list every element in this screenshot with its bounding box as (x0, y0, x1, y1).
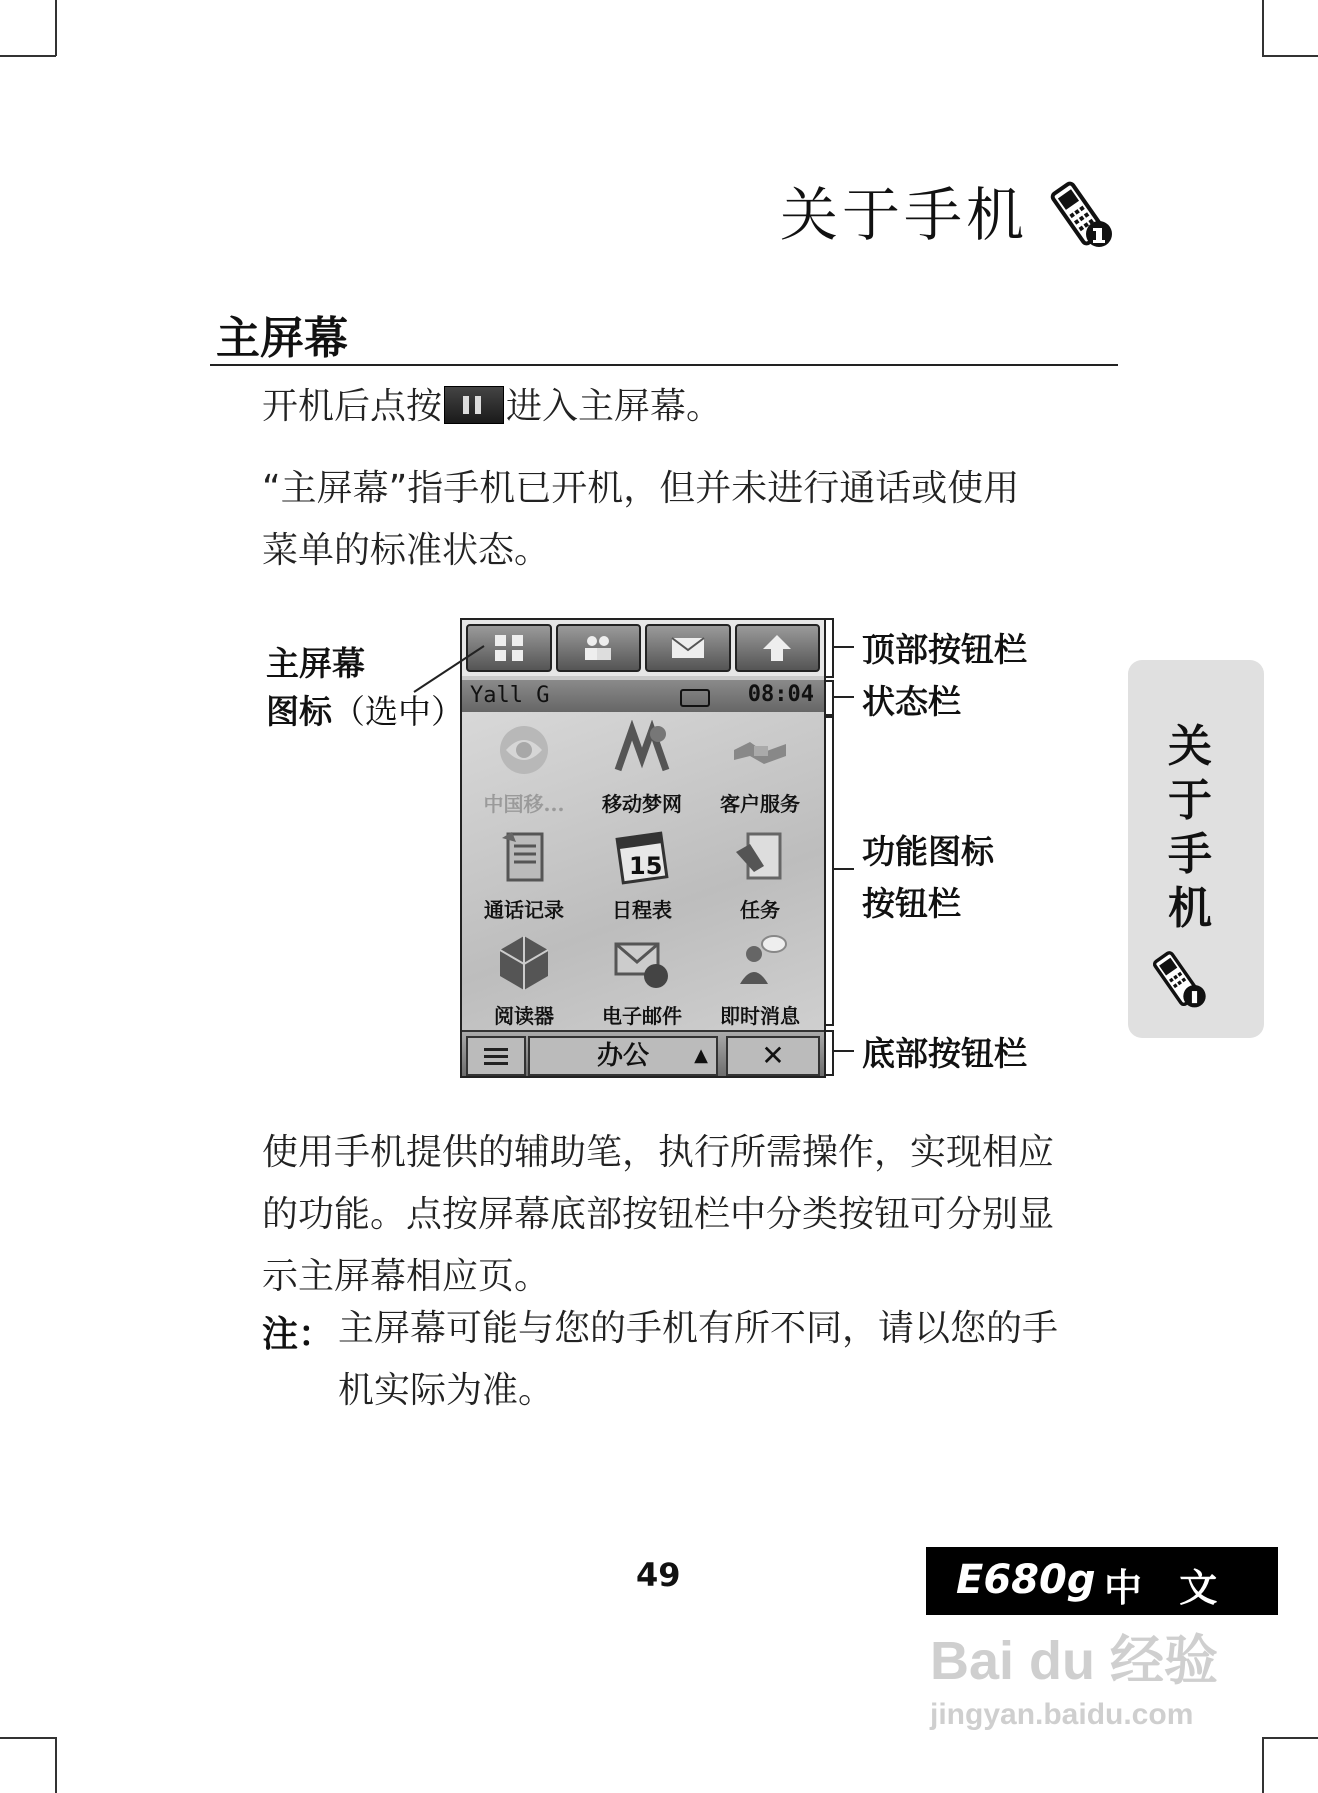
paragraph-line: “主屏幕”指手机已开机，但并未进行通话或使用 (262, 468, 1020, 509)
category-label: 办公 (596, 1041, 649, 1071)
email-icon (612, 932, 672, 992)
app-email[interactable] (584, 928, 700, 1034)
menu-button[interactable] (466, 1036, 526, 1076)
note-line: 机实际为准。 (338, 1370, 555, 1411)
crop-mark (1262, 55, 1318, 57)
app-china-mobile[interactable] (466, 716, 582, 822)
bracket-tick (834, 696, 854, 698)
crop-mark (0, 1737, 56, 1739)
calendar-icon (612, 826, 672, 886)
model-banner (926, 1547, 1278, 1615)
app-label: 通话记录 (484, 898, 564, 922)
app-label: 任务 (740, 898, 780, 922)
battery-icon (680, 689, 710, 707)
callout-line: 功能图标 (862, 832, 994, 871)
chapter-title: 关于手机 (780, 181, 1029, 249)
side-tab-char: 手 (1168, 829, 1212, 880)
note-line: 主屏幕可能与您的手机有所不同，请以您的手 (338, 1308, 1059, 1349)
callout-text: （选中） (332, 692, 464, 731)
crop-mark (1262, 1737, 1318, 1739)
language-label: 中 文 (1104, 1566, 1230, 1610)
bracket-tick (834, 1050, 854, 1052)
app-label: 阅读器 (494, 1004, 554, 1028)
call-log-icon (494, 826, 554, 886)
app-label: 中国移... (483, 792, 565, 816)
bracket-status-bar (824, 680, 834, 716)
app-label: 客户服务 (720, 792, 800, 816)
crop-mark (1262, 0, 1264, 56)
bracket-function-bar (824, 716, 834, 1026)
callout-top-bar: 顶部按钮栏 (862, 630, 1027, 669)
paragraph-line: 使用手机提供的辅助笔，执行所需操作，实现相应 (262, 1132, 1055, 1173)
paragraph-definition (262, 458, 1019, 582)
bottom-button-bar (462, 1030, 824, 1078)
crop-mark (55, 0, 57, 56)
crop-mark (1262, 1737, 1264, 1793)
note-text (338, 1298, 1058, 1422)
china-mobile-icon (494, 720, 554, 780)
paragraph-text: 进入主屏幕。 (506, 386, 723, 427)
paragraph-line: 的功能。点按屏幕底部按钮栏中分类按钮可分别显 (262, 1194, 1055, 1235)
callout-line: 按钮栏 (862, 884, 961, 923)
category-button[interactable] (528, 1036, 718, 1076)
function-icon-grid (462, 712, 824, 1030)
close-icon: ✕ (761, 1039, 785, 1072)
paragraph-line: 菜单的标准状态。 (262, 530, 551, 571)
home-screen-figure (460, 618, 826, 1078)
watermark-url: jingyan.baidu.com (930, 1698, 1194, 1731)
app-label: 即时消息 (720, 1004, 800, 1028)
crop-mark (55, 1737, 57, 1793)
app-call-log[interactable] (466, 822, 582, 928)
close-button[interactable] (726, 1036, 820, 1076)
watermark-logo: Bai du 经验 (930, 1631, 1219, 1691)
bracket-top-bar (824, 618, 834, 678)
calendar-day: 15 (629, 852, 663, 880)
model-name: E680g (956, 1557, 1096, 1603)
envelope-icon (668, 631, 708, 665)
clock: 08:04 (747, 682, 814, 707)
messages-button[interactable] (645, 624, 731, 672)
up-caret-icon: ▲ (694, 1045, 708, 1066)
side-tab-char: 关 (1168, 721, 1212, 772)
contacts-button[interactable] (556, 624, 642, 672)
paragraph-power-on (262, 376, 722, 438)
app-label: 移动梦网 (602, 792, 682, 816)
signal-indicator: Yall G (470, 683, 550, 708)
power-key-icon (444, 386, 504, 424)
phone-info-icon (1148, 948, 1210, 1010)
app-instant-message[interactable] (702, 928, 818, 1034)
section-title: 主屏幕 (216, 313, 348, 364)
paragraph-text: 开机后点按 (262, 386, 443, 427)
app-task[interactable] (702, 822, 818, 928)
app-label: 电子邮件 (602, 1004, 682, 1028)
home-grid-icon (489, 631, 529, 665)
side-tab-char: 机 (1168, 883, 1212, 934)
side-tab-char: 于 (1168, 775, 1212, 826)
app-reader[interactable] (466, 928, 582, 1034)
section-divider (210, 364, 1118, 366)
callout-text: 图标 (266, 692, 332, 731)
status-bar (462, 680, 824, 712)
app-customer-service[interactable] (702, 716, 818, 822)
app-label: 日程表 (612, 898, 672, 922)
bracket-bottom-bar (824, 1030, 834, 1076)
task-icon (730, 826, 790, 886)
up-button[interactable] (735, 624, 821, 672)
callout-line: 主屏幕 (266, 644, 365, 683)
callout-bottom-bar: 底部按钮栏 (862, 1034, 1027, 1073)
up-arrow-icon (757, 631, 797, 665)
phone-info-icon (1045, 178, 1117, 250)
note-label: 注： (262, 1314, 335, 1355)
handshake-icon (730, 720, 790, 780)
callout-leader-line (410, 640, 490, 700)
page-number: 49 (636, 1556, 681, 1594)
crop-mark (0, 55, 56, 57)
callout-function-bar (862, 826, 994, 930)
paragraph-line: 示主屏幕相应页。 (262, 1256, 551, 1297)
app-monternet[interactable] (584, 716, 700, 822)
top-button-bar (462, 620, 824, 676)
contacts-icon (578, 631, 618, 665)
im-icon (730, 932, 790, 992)
monternet-icon (612, 720, 672, 780)
paragraph-stylus (262, 1122, 1054, 1308)
callout-status-bar: 状态栏 (862, 682, 961, 721)
reader-icon (494, 932, 554, 992)
app-calendar[interactable] (584, 822, 700, 928)
bracket-tick (834, 646, 854, 648)
bracket-tick (834, 868, 854, 870)
